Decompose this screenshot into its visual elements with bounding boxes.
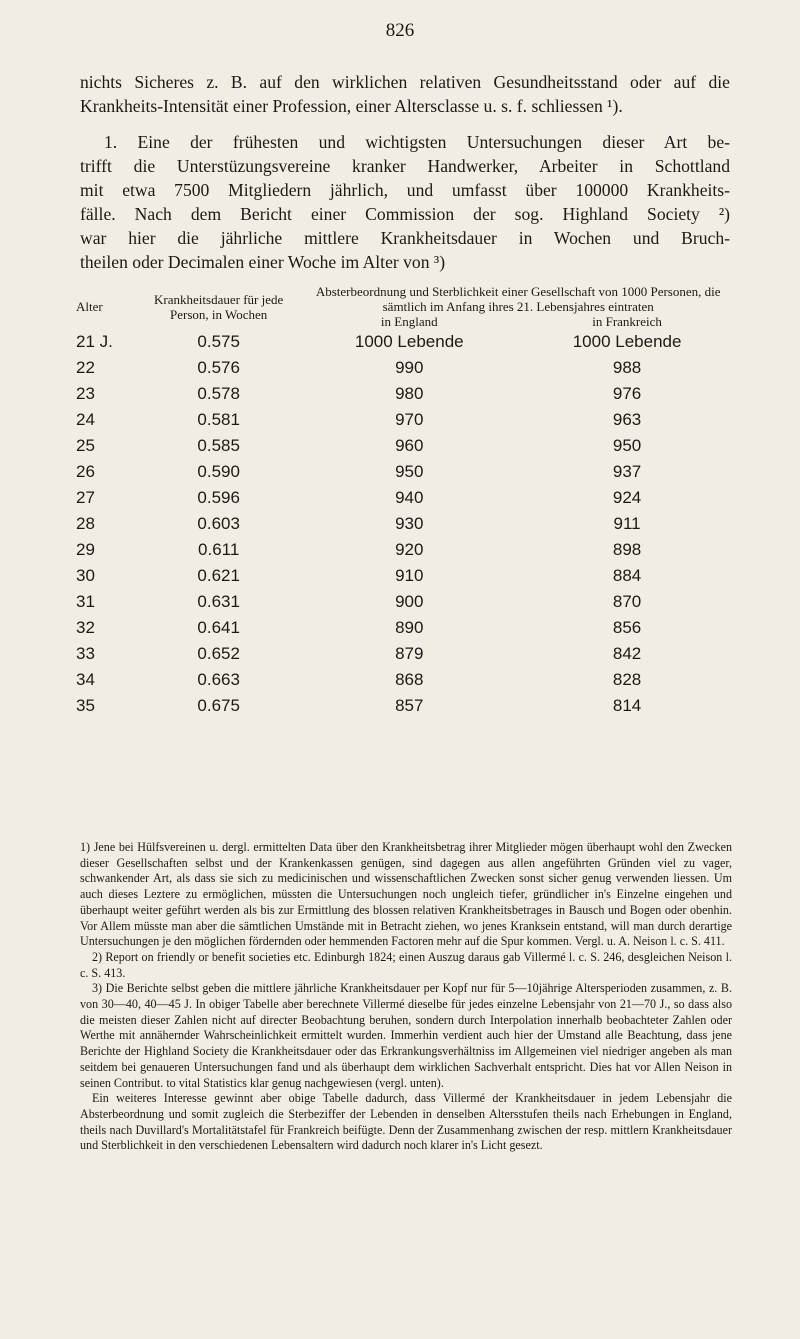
cell-england: 1000 Lebende [354,332,464,351]
cell-duration: 0.585 [197,436,240,455]
cell-duration: 0.652 [197,644,240,663]
cell-france: 950 [612,436,642,455]
cell-duration: 0.581 [197,410,240,429]
table-row [76,459,736,485]
cell-age: 21 J. [76,332,113,351]
table-row [76,485,736,511]
text-line: nichts Sicheres z. B. auf den wirklichen relativen Gesundheitsstand oder auf die [80,72,730,92]
cell-age: 26 [76,462,95,481]
cell-age: 31 [76,592,95,611]
cell-france: 976 [612,384,642,403]
header-duration: Krankheitsdauer für jede Person, in Wochen [154,291,284,322]
cell-england: 900 [395,592,424,611]
cell-england: 950 [395,462,424,481]
cell-france: 937 [612,462,642,481]
cell-duration: 0.578 [197,384,240,403]
cell-age: 25 [76,436,95,455]
cell-duration: 0.631 [197,592,240,611]
cell-france: 963 [612,410,642,429]
cell-france: 842 [612,644,642,663]
cell-england: 879 [395,644,424,663]
table-row [76,355,736,381]
table-row [76,641,736,667]
cell-age: 32 [76,618,95,637]
footnote-3: 3) Die Berichte selbst geben die mittlere jährliche Krankheitsdauer per Kopf nur für 5—10jährige Altersperioden zusammen, z. B. von 30—40, 40—45 J. In obiger Tabelle aber berechnete Villermé dieselbe für jedes einzelne Lebensjahr von 21—70 J., so dass also die meisten dieser Zahlen nicht auf directer Beobachtung beruhen, sondern durch Interpolation innerhalb beobachteter Zahlen oder Werthe mit annähernder Wahrscheinlichkeit ermittelt wurden. Immerhin verdient auch hier der Umstand alle Beachtung, dass jene Berichte der Highland Society die Krankheitsdauer oder das Erkrankungsverhältniss im Allgemeinen viel niedriger angeben als man seitdem bei genaueren Untersuchungen fand und als überhaupt dem wirklichen Sachverhalt entspricht. Dies hat vor Allen Neison in seinen Contribut. to vital Statistics klar genug nachgewiesen (vergl. unten). [80,981,732,1090]
cell-age: 29 [76,540,95,559]
cell-age: 24 [76,410,95,429]
cell-france: 898 [612,540,642,559]
text-line: 1. Eine der frühesten und wichtigsten Untersuchungen dieser Art be- [104,132,730,152]
cell-duration: 0.663 [197,670,240,689]
table-row [76,615,736,641]
header-mortality-group: Absterbeordnung und Sterblichkeit einer Gesellschaft von 1000 Personen, die sämtlich im Anfang ihres 21. Lebensjahres eintraten [315,284,721,314]
cell-duration: 0.603 [197,514,240,533]
cell-england: 960 [395,436,424,455]
cell-england: 980 [395,384,424,403]
text-line: trifft die Unterstüzungsvereine kranker Handwerker, Arbeiter in Schottland [80,156,730,176]
cell-england: 857 [395,696,424,715]
header-england: in England [380,314,438,329]
text-line: fälle. Nach dem Bericht einer Commission der sog. Highland Society ²) [80,204,730,224]
cell-duration: 0.576 [197,358,240,377]
table-row [76,693,736,719]
cell-age: 22 [76,358,95,377]
table-row [76,563,736,589]
cell-france: 856 [612,618,642,637]
sickness-mortality-table [76,284,736,719]
text-line: mit etwa 7500 Mitgliedern jährlich, und umfasst über 100000 Krankheits- [80,180,730,200]
cell-france: 911 [613,514,641,533]
intro-paragraph [80,70,730,118]
footnote-1: 1) Jene bei Hülfsvereinen u. dergl. ermittelten Data über den Krankheitsbetrag ihrer Mitglieder mögen überhaupt wohl den Zwecken dieser Gesellschaften selbst und der Krankenkassen genügen, sind dagegen aus allen angeführten Gründen viel zu vager, schwankender Art, als dass sie sich zu medicinischen und wissenschaftlichen Zwecken sonst sicher genug verwenden liessen. Um auch dieses Leztere zu ermöglichen, müssten die Untersuchungen noch ungleich tiefer, gründlicher in's Einzelne eingehen und überhaupt weiter geführt werden als bis zur Ermittlung des blossen relativen Krankheitsbetrages in Bausch und Bogen oder obenhin. Vor Allem müsste man aber die sämtlichen Umstände mit in Betracht ziehen, wo jenes Kranksein entstand, will man durch derartige Untersuchungen je den möglichen fördernden oder hemmenden Factoren mehr auf die Spur kommen. Vergl. u. A. Neison l. c. S. 411. [80,840,732,949]
table-row [76,589,736,615]
cell-age: 34 [76,670,95,689]
cell-age: 33 [76,644,95,663]
cell-duration: 0.675 [197,696,240,715]
cell-france: 884 [612,566,642,585]
header-age: Alter [76,299,103,314]
cell-duration: 0.575 [197,332,240,351]
cell-age: 30 [76,566,95,585]
cell-age: 27 [76,488,95,507]
section-1-paragraph [80,130,730,274]
footnote-2: 2) Report on friendly or benefit societies etc. Edinburgh 1824; einen Auszug daraus gab Villermé l. c. S. 246, desgleichen Neison l. c. S. 413. [80,949,732,980]
text-line: war hier die jährliche mittlere Krankheitsdauer in Wochen und Bruch- [80,228,730,248]
cell-france: 924 [612,488,642,507]
cell-england: 920 [395,540,424,559]
cell-england: 910 [395,566,424,585]
cell-france: 1000 Lebende [572,332,682,351]
cell-duration: 0.596 [197,488,240,507]
page-number: 826 [385,20,415,41]
cell-age: 35 [76,696,95,715]
cell-england: 990 [395,358,424,377]
cell-france: 870 [612,592,642,611]
cell-duration: 0.590 [197,462,240,481]
cell-england: 868 [395,670,424,689]
text-line: Krankheits-Intensität einer Profession, einer Altersclasse u. s. f. schliessen ¹). [80,96,623,116]
cell-england: 890 [395,618,424,637]
table-row [76,407,736,433]
footnotes [80,840,732,1154]
cell-england: 930 [395,514,424,533]
cell-england: 970 [395,410,424,429]
cell-age: 28 [76,514,95,533]
table-row [76,329,736,355]
table-body [76,329,736,719]
footnote-3-continuation: Ein weiteres Interesse gewinnt aber obige Tabelle dadurch, dass Villermé der Krankheitsdauer in jedem Lebensjahr die Absterbeordnung und somit zugleich die Sterbeziffer der Lebenden in denselben Altersstufen theils nach Erhebungen in England, theils nach Duvillard's Mortalitätstafel für Frankreich beifügte. Denn der Zusammenhang zwischen der resp. mittlern Krankheitsdauer und Sterblichkeit in den verschiedenen Lebensaltern wird dadurch noch klarer in's Licht gesezt. [80,1091,732,1153]
text-line: theilen oder Decimalen einer Woche im Alter von ³) [80,252,446,272]
header-france: in Frankreich [592,314,662,329]
cell-france: 988 [612,358,642,377]
cell-duration: 0.611 [198,540,240,559]
table-row [76,511,736,537]
table-row [76,433,736,459]
table-row [76,381,736,407]
cell-duration: 0.621 [197,566,240,585]
cell-england: 940 [395,488,424,507]
cell-age: 23 [76,384,95,403]
cell-duration: 0.641 [197,618,240,637]
cell-france: 828 [612,670,642,689]
cell-france: 814 [612,696,642,715]
table-row [76,667,736,693]
table-row [76,537,736,563]
